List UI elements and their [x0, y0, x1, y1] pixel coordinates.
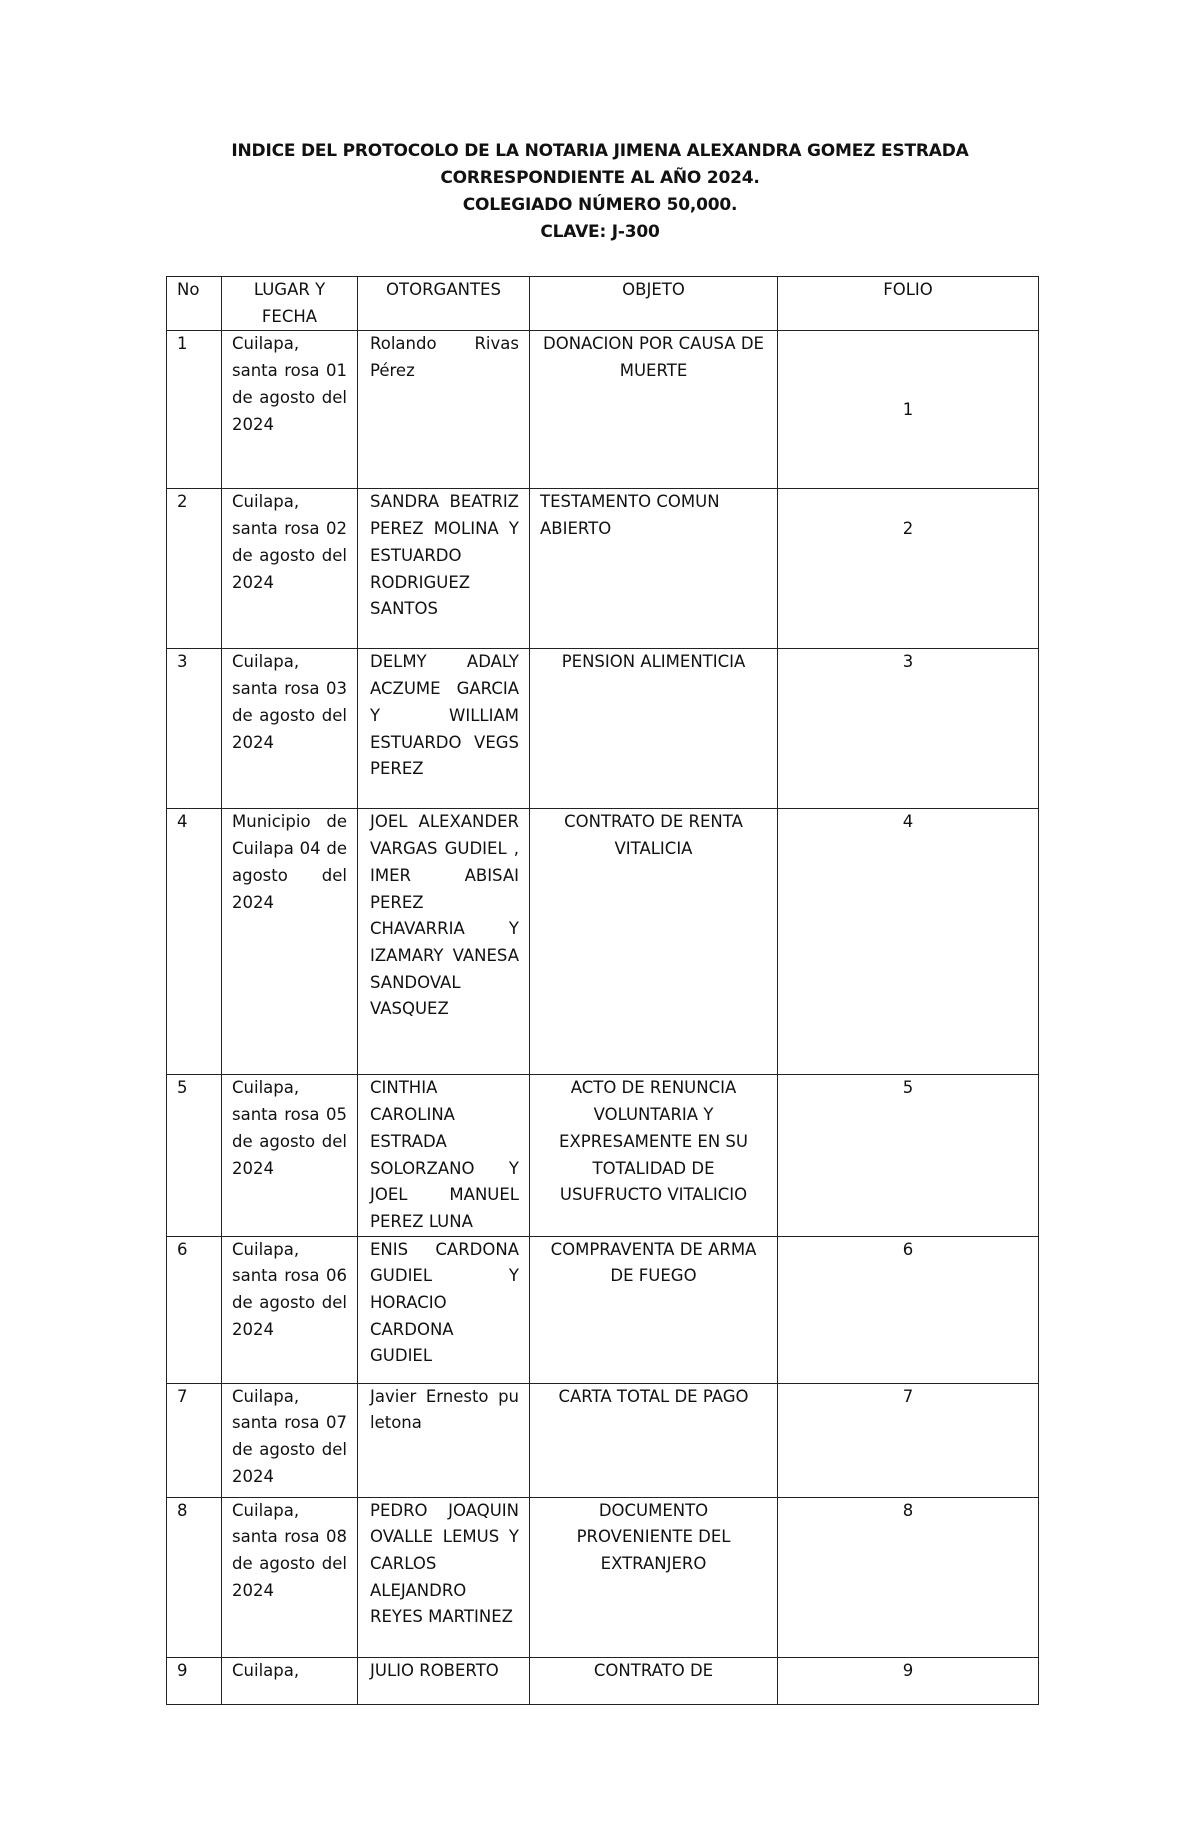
cell-no: 9 — [167, 1657, 222, 1704]
header-otorgantes: OTORGANTES — [358, 277, 530, 331]
cell-folio: 9 — [778, 1657, 1039, 1704]
cell-otorgantes: CINTHIA CAROLINA ESTRADA SOLORZANO Y JOEL MANUEL PEREZ LUNA — [358, 1075, 530, 1236]
table-row — [167, 1497, 1039, 1657]
cell-objeto: DOCUMENTO PROVENIENTE DEL EXTRANJERO — [530, 1497, 778, 1657]
cell-objeto: COMPRAVENTA DE ARMA DE FUEGO — [530, 1236, 778, 1383]
cell-otorgantes: DELMY ADALY ACZUME GARCIA Y WILLIAM ESTUARDO VEGS PEREZ — [358, 649, 530, 809]
cell-lugar-fecha: Municipio de Cuilapa 04 de agosto del 2024 — [222, 809, 358, 1075]
header-folio: FOLIO — [778, 277, 1039, 331]
cell-otorgantes: JULIO ROBERTO — [358, 1657, 530, 1704]
cell-no: 7 — [167, 1383, 222, 1497]
table-header-row — [167, 277, 1039, 331]
table-row — [167, 1075, 1039, 1236]
cell-lugar-fecha: Cuilapa, santa rosa 07 de agosto del 2024 — [222, 1383, 358, 1497]
cell-no: 8 — [167, 1497, 222, 1657]
cell-lugar-fecha: Cuilapa, santa rosa 02 de agosto del 2024 — [222, 489, 358, 649]
cell-lugar-fecha: Cuilapa, santa rosa 06 de agosto del 2024 — [222, 1236, 358, 1383]
table-row — [167, 489, 1039, 649]
cell-otorgantes: PEDRO JOAQUIN OVALLE LEMUS Y CARLOS ALEJANDRO REYES MARTINEZ — [358, 1497, 530, 1657]
cell-folio: 3 — [778, 649, 1039, 809]
cell-no: 6 — [167, 1236, 222, 1383]
title-line: COLEGIADO NÚMERO 50,000. — [462, 195, 738, 215]
header-objeto: OBJETO — [530, 277, 778, 331]
cell-folio: 8 — [778, 1497, 1039, 1657]
cell-objeto: TESTAMENTO COMUN ABIERTO — [530, 489, 778, 649]
cell-lugar-fecha: Cuilapa, — [222, 1657, 358, 1704]
document-title — [0, 138, 1200, 246]
cell-lugar-fecha: Cuilapa, santa rosa 03 de agosto del 2024 — [222, 649, 358, 809]
cell-folio: 5 — [778, 1075, 1039, 1236]
title-line: CORRESPONDIENTE AL AÑO 2024. — [440, 168, 760, 188]
cell-lugar-fecha: Cuilapa, santa rosa 08 de agosto del 2024 — [222, 1497, 358, 1657]
table-row — [167, 1236, 1039, 1383]
title-line: INDICE DEL PROTOCOLO DE LA NOTARIA JIMENA ALEXANDRA GOMEZ ESTRADA — [231, 141, 969, 161]
cell-folio: 6 — [778, 1236, 1039, 1383]
cell-objeto: DONACION POR CAUSA DE MUERTE — [530, 331, 778, 489]
cell-folio: 1 — [778, 331, 1039, 489]
cell-folio: 4 — [778, 809, 1039, 1075]
header-lugar-fecha: LUGAR Y FECHA — [222, 277, 358, 331]
title-line: CLAVE: J-300 — [540, 222, 660, 242]
cell-lugar-fecha: Cuilapa, santa rosa 01 de agosto del 2024 — [222, 331, 358, 489]
cell-otorgantes: Rolando Rivas Pérez — [358, 331, 530, 489]
cell-objeto: CONTRATO DE — [530, 1657, 778, 1704]
cell-no: 1 — [167, 331, 222, 489]
cell-folio: 2 — [778, 489, 1039, 649]
table-row — [167, 809, 1039, 1075]
cell-lugar-fecha: Cuilapa, santa rosa 05 de agosto del 2024 — [222, 1075, 358, 1236]
cell-no: 5 — [167, 1075, 222, 1236]
cell-objeto: ACTO DE RENUNCIA VOLUNTARIA Y EXPRESAMENTE EN SU TOTALIDAD DE USUFRUCTO VITALICIO — [530, 1075, 778, 1236]
cell-objeto: PENSION ALIMENTICIA — [530, 649, 778, 809]
cell-otorgantes: ENIS CARDONA GUDIEL Y HORACIO CARDONA GUDIEL — [358, 1236, 530, 1383]
table-row — [167, 1657, 1039, 1704]
cell-folio: 7 — [778, 1383, 1039, 1497]
table-row — [167, 331, 1039, 489]
header-no: No — [167, 277, 222, 331]
cell-otorgantes: Javier Ernesto pu letona — [358, 1383, 530, 1497]
cell-no: 3 — [167, 649, 222, 809]
cell-otorgantes: JOEL ALEXANDER VARGAS GUDIEL , IMER ABISAI PEREZ CHAVARRIA Y IZAMARY VANESA SANDOVAL VASQUEZ — [358, 809, 530, 1075]
table-row — [167, 1383, 1039, 1497]
cell-objeto: CARTA TOTAL DE PAGO — [530, 1383, 778, 1497]
cell-no: 4 — [167, 809, 222, 1075]
cell-no: 2 — [167, 489, 222, 649]
protocol-index-table — [166, 276, 1039, 1705]
cell-otorgantes: SANDRA BEATRIZ PEREZ MOLINA Y ESTUARDO RODRIGUEZ SANTOS — [358, 489, 530, 649]
cell-objeto: CONTRATO DE RENTA VITALICIA — [530, 809, 778, 1075]
table-row — [167, 649, 1039, 809]
